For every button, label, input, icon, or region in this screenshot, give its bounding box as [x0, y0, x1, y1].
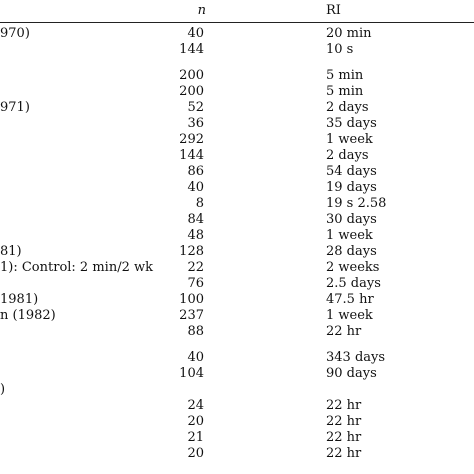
table-row [0, 68, 474, 84]
cell-n: 200 [179, 84, 204, 99]
cell-n: 237 [179, 308, 204, 323]
cell-ri: 22 hr [326, 414, 362, 429]
cell-n: 144 [179, 42, 204, 57]
header-rule [0, 22, 474, 23]
cell-n: 128 [179, 244, 204, 259]
cell-n: 52 [187, 100, 204, 115]
cell-n: 292 [179, 132, 204, 147]
cell-n: 21 [187, 430, 204, 445]
cell-n: 144 [179, 148, 204, 163]
cell-n: 24 [187, 398, 204, 413]
cell-study: n (1982) [0, 308, 56, 323]
table-row [0, 398, 474, 414]
cell-n: 22 [187, 260, 204, 275]
cell-ri: 30 days [326, 212, 377, 227]
cell-ri: 90 days [326, 366, 377, 381]
table-row [0, 260, 474, 276]
table-row [0, 446, 474, 462]
table-row [0, 244, 474, 260]
table-row [0, 366, 474, 382]
row-spacer [0, 340, 474, 350]
cell-study: 970) [0, 26, 30, 41]
cell-n: 104 [179, 366, 204, 381]
table-row [0, 100, 474, 116]
cell-n: 40 [187, 350, 204, 365]
cell-ri: 22 hr [326, 398, 362, 413]
table-row [0, 276, 474, 292]
cell-n: 40 [187, 180, 204, 195]
cell-ri: 2 days [326, 148, 369, 163]
cell-ri: 35 days [326, 116, 377, 131]
table-row [0, 42, 474, 58]
table-row [0, 324, 474, 340]
cell-ri: 2 weeks [326, 260, 380, 275]
cell-ri: 20 min [326, 26, 372, 41]
cell-ri: 10 s [326, 42, 354, 57]
cell-study: 1981) [0, 292, 39, 307]
cell-n: 76 [187, 276, 204, 291]
cell-n: 48 [187, 228, 204, 243]
cell-n: 20 [187, 446, 204, 461]
table-row [0, 350, 474, 366]
table-body [0, 26, 474, 462]
cell-ri: 5 min [326, 68, 364, 83]
cell-ri: 1 week [326, 308, 373, 323]
cell-ri: 5 min [326, 84, 364, 99]
cell-ri: 19 days [326, 180, 377, 195]
cell-n: 40 [187, 26, 204, 41]
cell-ri: 343 days [326, 350, 386, 365]
cell-ri: 47.5 hr [326, 292, 374, 307]
table-row [0, 414, 474, 430]
cell-study: ) [0, 382, 6, 397]
cell-ri: 2 days [326, 100, 369, 115]
table-row [0, 132, 474, 148]
cell-ri: 19 s 2.58 [326, 196, 387, 211]
table-row [0, 212, 474, 228]
cell-ri: 22 hr [326, 430, 362, 445]
table-row [0, 196, 474, 212]
cell-study: 81) [0, 244, 22, 259]
cell-n: 86 [187, 164, 204, 179]
cell-study: 1): Control: 2 min/2 wk [0, 260, 153, 275]
cell-ri: 28 days [326, 244, 377, 259]
cell-n: 84 [187, 212, 204, 227]
cell-n: 20 [187, 414, 204, 429]
table-row [0, 228, 474, 244]
cell-ri: 2.5 days [326, 276, 381, 291]
table-row [0, 308, 474, 324]
cell-study: 971) [0, 100, 30, 115]
column-header-n: n [197, 3, 206, 18]
table-header [0, 0, 474, 22]
cell-ri: 54 days [326, 164, 377, 179]
table-row [0, 148, 474, 164]
cell-ri: 22 hr [326, 446, 362, 461]
column-header-ri: RI [326, 3, 341, 18]
row-spacer [0, 58, 474, 68]
table-row [0, 382, 474, 398]
cell-n: 8 [195, 196, 204, 211]
table-row [0, 292, 474, 308]
cell-n: 36 [187, 116, 204, 131]
cell-n: 200 [179, 68, 204, 83]
cell-ri: 1 week [326, 132, 373, 147]
table-row [0, 116, 474, 132]
cell-n: 100 [179, 292, 204, 307]
table-row [0, 430, 474, 446]
table-row [0, 164, 474, 180]
cell-ri: 1 week [326, 228, 373, 243]
table-row [0, 180, 474, 196]
cell-n: 88 [187, 324, 204, 339]
cell-ri: 22 hr [326, 324, 362, 339]
table-row [0, 26, 474, 42]
table-row [0, 84, 474, 100]
